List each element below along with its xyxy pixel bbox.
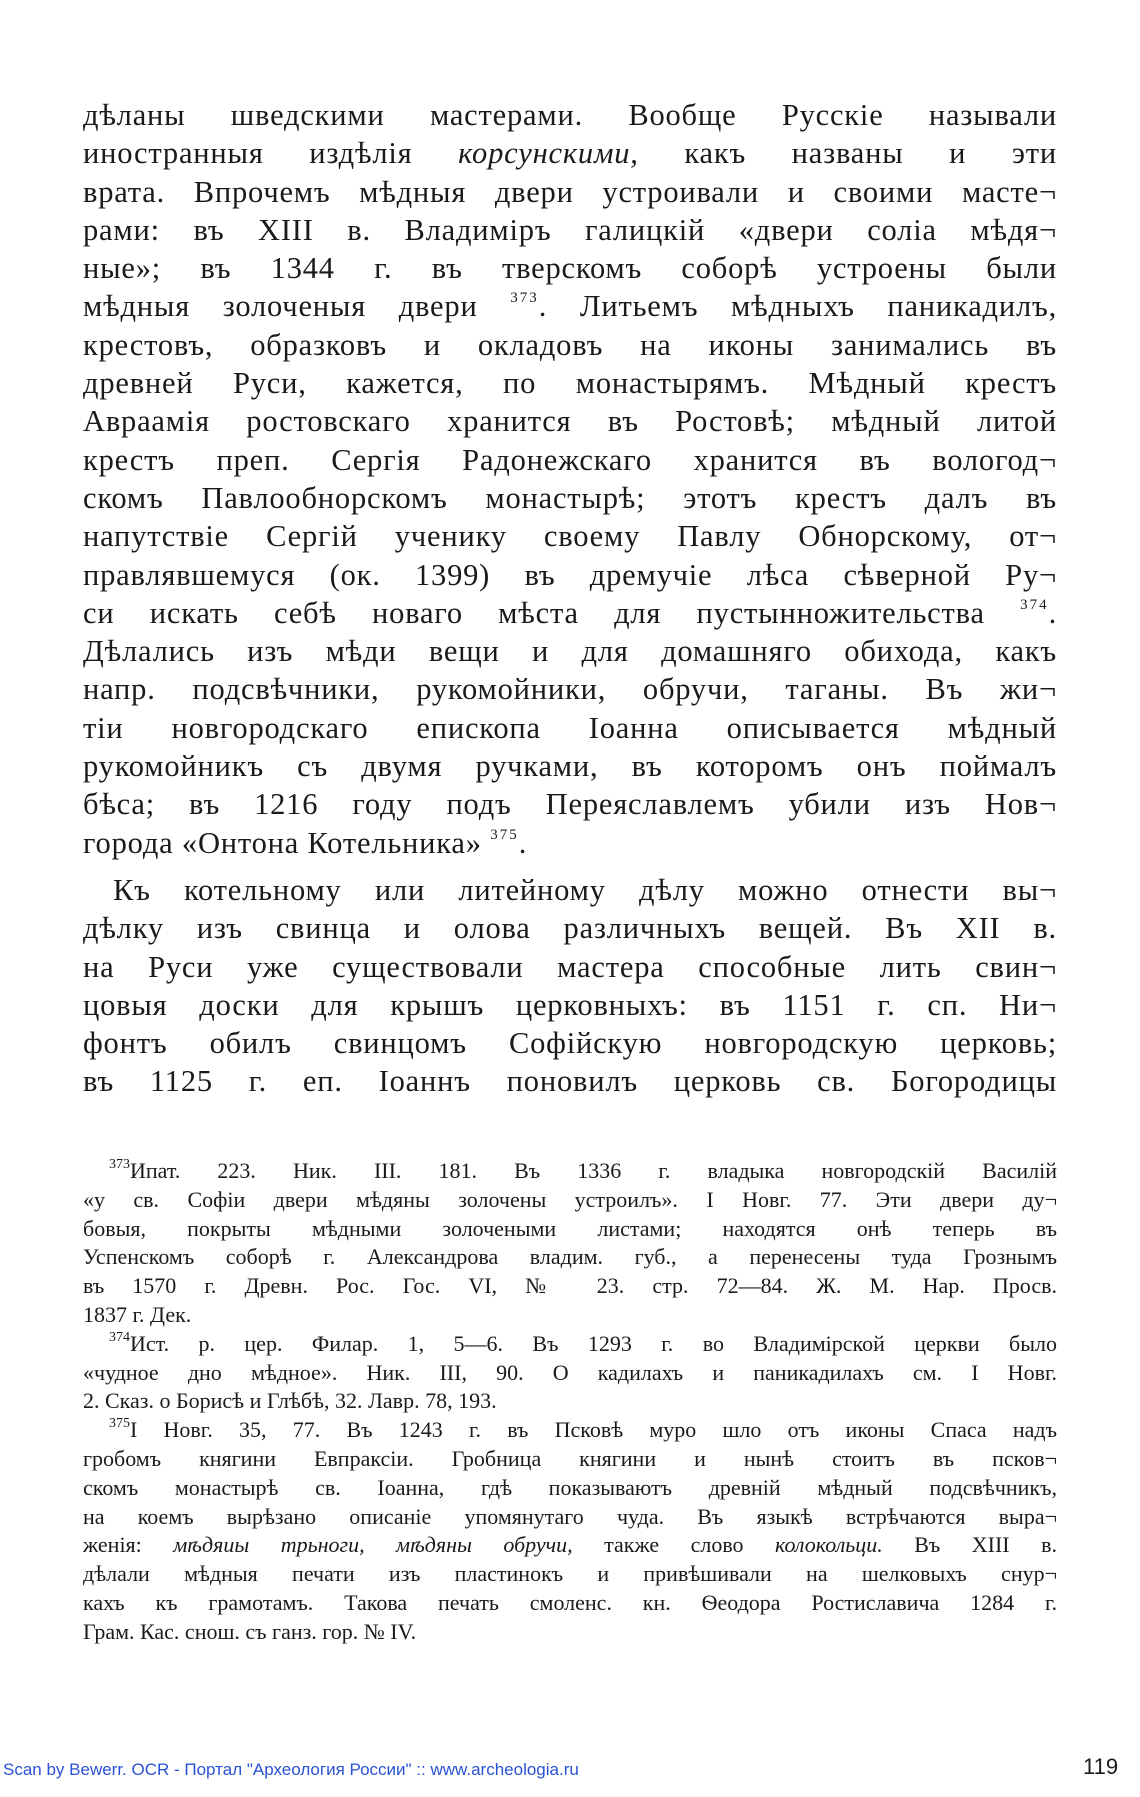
text-run: . <box>518 825 528 860</box>
footnote-ref: 373 <box>510 290 539 307</box>
text-run: си искать себѣ новаго мѣста для пустынножительства <box>83 595 1021 630</box>
footnote-line: бовыя, покрыты мѣдными золочеными листами; находятся онѣ теперь въ <box>83 1215 1057 1241</box>
page-number: 119 <box>1083 1754 1119 1779</box>
text-run: I Новг. 35, 77. Въ 1243 г. въ Псковѣ муро шло отъ иконы Спаса надъ <box>130 1417 1057 1443</box>
body-line: въ 1125 г. еп. Іоаннъ поновилъ церковь св. Богородицы <box>83 1064 1057 1099</box>
body-line <box>83 594 1057 632</box>
body-line <box>83 287 1057 325</box>
footnote-line: «у св. Софіи двери мѣдяны золочены устроилъ». I Новг. 77. Эти двери ду¬ <box>83 1186 1057 1212</box>
paragraph-gap <box>83 862 1057 871</box>
footnote-line: гробомъ княгини Евпраксіи. Гробница княгини и нынѣ стоитъ въ псков¬ <box>83 1445 1057 1471</box>
text-run: какъ названы и эти <box>638 136 1057 171</box>
footnote-line: 1837 г. Дек. <box>83 1301 192 1327</box>
source-credit-link[interactable]: Scan by Bewerr. OCR - Портал "Археология России" :: www.archeologia.ru <box>3 1760 579 1779</box>
footnote-line <box>83 1416 1057 1445</box>
footnote-ref: 375 <box>490 826 519 843</box>
body-line <box>83 134 1057 172</box>
main-text <box>83 96 1057 1101</box>
body-line: цовыя доски для крышъ церковныхъ: въ 1151 г. сп. Ни¬ <box>83 987 1057 1022</box>
text-run: иностранныя издѣлія <box>83 136 459 171</box>
body-line: крестовъ, образковъ и окладовъ на иконы занимались въ <box>83 327 1057 362</box>
footnote-line: кахъ къ грамотамъ. Такова печать смоленс. кн. Ѳеодора Ростиславича 1284 г. <box>83 1589 1057 1615</box>
footnote-line: на коемъ вырѣзано описаніе упомянутаго чуда. Въ языкѣ встрѣчаются выра¬ <box>83 1503 1057 1529</box>
body-line: рами: въ XIII в. Владиміръ галицкій «двери соліа мѣдя¬ <box>83 212 1057 247</box>
footnote-line: въ 1570 г. Древн. Рос. Гос. VI, № 23. стр. 72—84. Ж. М. Нар. Просв. <box>83 1273 1057 1299</box>
footnote-line: Успенскомъ соборѣ г. Александрова владим. губ., а перенесены туда Грознымъ <box>83 1244 1057 1270</box>
footnotes <box>83 1157 1057 1647</box>
footnote-ref: 373 <box>109 1157 130 1172</box>
footnote-line <box>83 1157 1057 1186</box>
body-line: правлявшемуся (ок. 1399) въ дремучіе лѣса сѣверной Ру¬ <box>83 557 1057 592</box>
footnote-ref: 374 <box>1020 596 1049 613</box>
footnote-line <box>83 1531 1057 1560</box>
body-line: древней Руси, кажется, по монастырямъ. Мѣдный крестъ <box>83 366 1057 401</box>
body-line: скомъ Павлообнорскомъ монастырѣ; этотъ крестъ далъ въ <box>83 480 1057 515</box>
italic-text: корсунскими, <box>458 136 639 171</box>
text-run: также слово <box>572 1532 776 1558</box>
footnote-line: скомъ монастырѣ св. Іоанна, гдѣ показываютъ древній мѣдный подсвѣчникъ, <box>83 1474 1057 1500</box>
body-line: дѣлку изъ свинца и олова различныхъ вещей. Въ XII в. <box>83 911 1057 946</box>
footnote-line: Грам. Кас. снош. съ ганз. гор. № IV. <box>83 1618 417 1644</box>
body-line <box>83 824 1057 862</box>
body-line: фонтъ обилъ свинцомъ Софійскую новгородскую церковь; <box>83 1026 1057 1061</box>
text-run: . Литьемъ мѣдныхъ паникадилъ, <box>538 289 1057 324</box>
body-line: тіи новгородскаго епископа Іоанна описывается мѣдный <box>83 710 1057 745</box>
body-line: дѣланы шведскими мастерами. Вообще Русскіе называли <box>83 98 1057 132</box>
text-run: женія: <box>83 1532 174 1558</box>
body-line: бѣса; въ 1216 году подъ Переяславлемъ убили изъ Нов¬ <box>83 787 1057 822</box>
body-line: на Руси уже существовали мастера способные лить свин¬ <box>83 949 1057 984</box>
text-run: города «Онтона Котельника» <box>83 825 491 860</box>
footnote-line <box>83 1330 1057 1359</box>
text-run: Въ XIII в. <box>882 1532 1057 1558</box>
footnote-ref: 374 <box>109 1329 130 1345</box>
text-run: мѣдныя золоченыя двери <box>83 289 511 324</box>
body-line: напутствіе Сергій ученику своему Павлу Обнорскому, от¬ <box>83 519 1057 554</box>
body-line: рукомойникъ съ двумя ручками, въ которомъ онъ поймалъ <box>83 749 1057 784</box>
body-line: ные»; въ 1344 г. въ тверскомъ соборѣ устроены были <box>83 251 1057 286</box>
text-run: . <box>1048 595 1057 630</box>
footnote-ref: 375 <box>109 1416 130 1432</box>
text-run: Ист. р. цер. Филар. 1, 5—6. Въ 1293 г. во Владимірской церкви было <box>130 1330 1057 1356</box>
footnote-line: дѣлали мѣдныя печати изъ пластинокъ и привѣшивали на шелковыхъ снур¬ <box>83 1561 1057 1587</box>
body-line: Дѣлались изъ мѣди вещи и для домашняго обихода, какъ <box>83 634 1057 669</box>
italic-text: колокольци. <box>775 1532 883 1558</box>
body-line: Къ котельному или литейному дѣлу можно отнести вы¬ <box>113 872 1057 907</box>
footnote-line: «чудное дно мѣдное». Ник. III, 90. О кадилахъ и паникадилахъ см. I Новг. <box>83 1359 1057 1385</box>
body-line: врата. Впрочемъ мѣдныя двери устроивали и своими масте¬ <box>83 174 1057 209</box>
italic-text: мѣдяиы трьноги, мѣдяны обручи, <box>173 1532 573 1558</box>
body-line: крестъ преп. Сергія Радонежскаго хранится въ вологод¬ <box>83 442 1057 477</box>
text-run: Ипат. 223. Ник. III. 181. Въ 1336 г. владыка новгородскій Василій <box>130 1158 1057 1183</box>
body-line: напр. подсвѣчники, рукомойники, обручи, таганы. Въ жи¬ <box>83 672 1057 707</box>
body-line: Авраамія ростовскаго хранится въ Ростовѣ; мѣдный литой <box>83 404 1057 439</box>
footnote-line: 2. Сказ. о Борисѣ и Глѣбѣ, 32. Лавр. 78, 193. <box>83 1388 497 1414</box>
